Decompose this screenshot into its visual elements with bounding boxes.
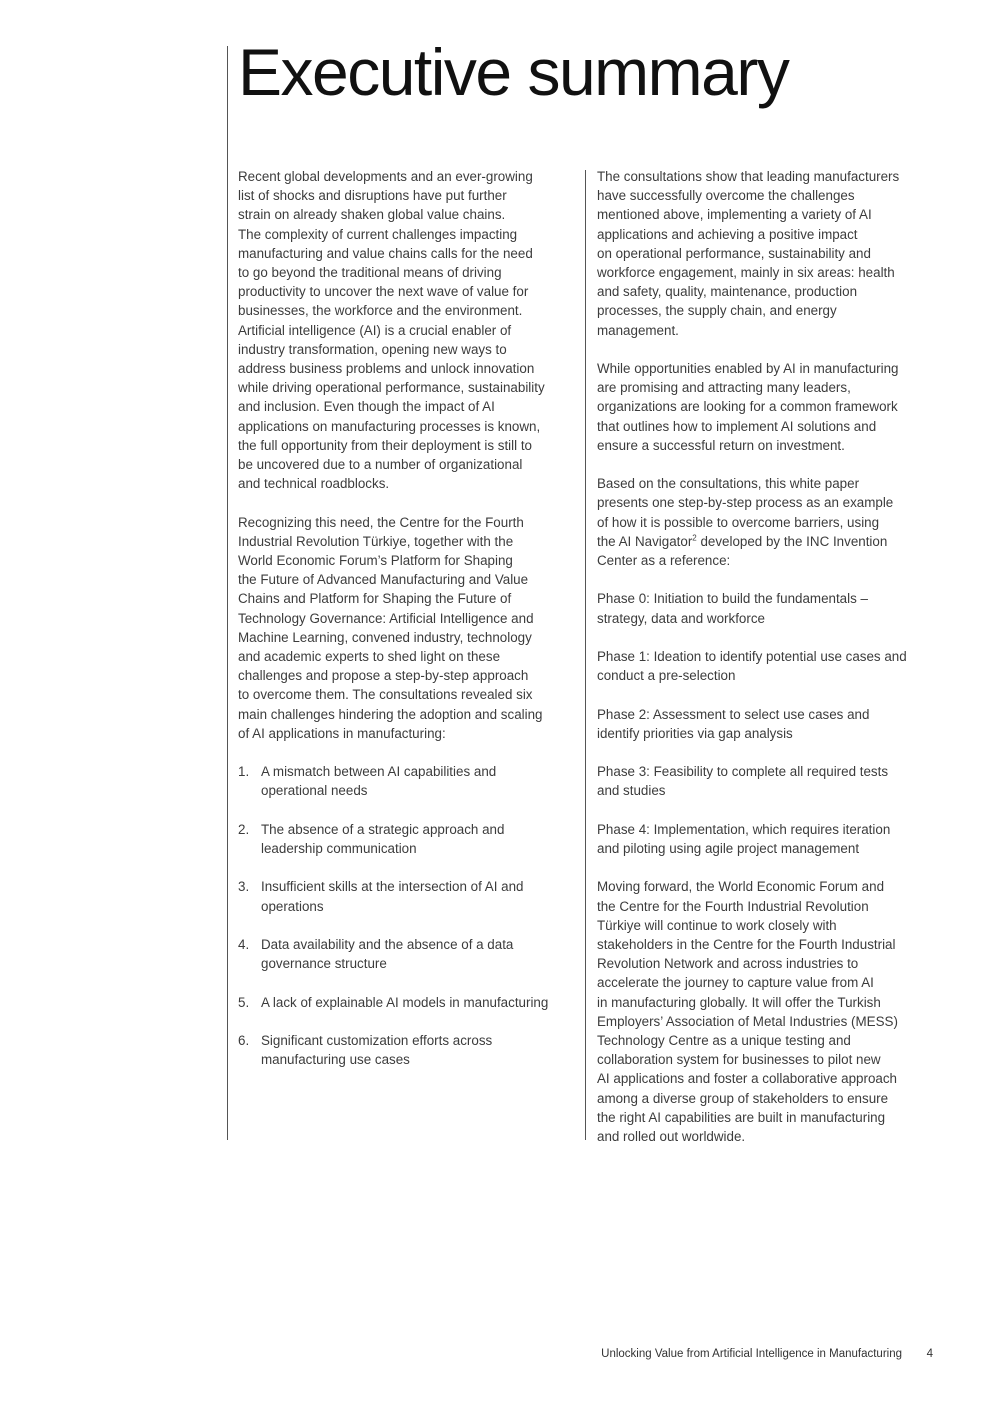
paragraph-line: World Economic Forum’s Platform for Shaping xyxy=(238,553,513,569)
phase-item xyxy=(597,589,942,627)
paragraph-line: Türkiye will continue to work closely with xyxy=(597,917,837,933)
challenge-number: 5. xyxy=(238,994,250,1010)
left-column xyxy=(238,167,583,1089)
left-vertical-rule xyxy=(227,46,228,1140)
paragraph-line: productivity to uncover the next wave of value for xyxy=(238,284,529,300)
paragraph-line: collaboration system for businesses to pilot new xyxy=(597,1052,881,1068)
paragraph-line: management. xyxy=(597,322,679,338)
footer-title: Unlocking Value from Artificial Intelligence in Manufacturing xyxy=(601,1348,902,1360)
challenge-text-line: leadership communication xyxy=(261,841,417,857)
challenge-item xyxy=(238,820,583,858)
paragraph-line: Technology Centre as a unique testing and xyxy=(597,1033,851,1049)
paragraph-line: to overcome them. The consultations revealed six xyxy=(238,687,533,703)
paragraph-line: organizations are looking for a common framework xyxy=(597,399,898,415)
ai-navigator-text: the AI Navigator xyxy=(597,533,693,549)
phase-item xyxy=(597,647,942,685)
phase-text-line: identify priorities via gap analysis xyxy=(597,725,793,741)
phase-text-line: Phase 3: Feasibility to complete all required tests xyxy=(597,764,889,780)
paragraph-line: Machine Learning, convened industry, technology xyxy=(238,629,532,645)
paragraph-line: Moving forward, the World Economic Forum and xyxy=(597,879,885,895)
paragraph-line: manufacturing and value chains calls for the need xyxy=(238,245,533,261)
challenge-item xyxy=(238,935,583,973)
paragraph-line: while driving operational performance, sustainability xyxy=(238,380,545,396)
challenge-text-line: Data availability and the absence of a data xyxy=(261,937,514,953)
paragraph-line: applications on manufacturing processes is known, xyxy=(238,418,541,434)
paragraph-line: to go beyond the traditional means of driving xyxy=(238,265,502,281)
paragraph-line: have successfully overcome the challenges xyxy=(597,188,855,204)
phase-text-line: Phase 4: Implementation, which requires iteration xyxy=(597,821,891,837)
paragraph-line: challenges and propose a step-by-step approach xyxy=(238,668,529,684)
opportunities-paragraph xyxy=(597,359,942,455)
paragraph-line: Center as a reference: xyxy=(597,553,731,569)
paragraph-line: the Centre for the Fourth Industrial Revolution xyxy=(597,898,869,914)
paragraph-line: businesses, the workforce and the environment. xyxy=(238,303,523,319)
paragraph-line: Recent global developments and an ever-growing xyxy=(238,169,533,184)
paragraph-line: and inclusion. Even though the impact of AI xyxy=(238,399,495,415)
phase-text-line: Phase 0: Initiation to build the fundamentals – xyxy=(597,591,868,607)
phase-item xyxy=(597,705,942,743)
challenge-text-line: operational needs xyxy=(261,783,368,799)
paragraph-line: applications and achieving a positive impact xyxy=(597,226,858,242)
paragraph-line: be uncovered due to a number of organizational xyxy=(238,457,523,473)
paragraph-line: Artificial intelligence (AI) is a crucial enabler of xyxy=(238,322,512,338)
paragraph-line: Chains and Platform for Shaping the Future of xyxy=(238,591,512,607)
column-divider-rule xyxy=(585,170,586,1140)
challenge-item xyxy=(238,1031,583,1069)
paragraph-line: among a diverse group of stakeholders to ensure xyxy=(597,1090,889,1106)
challenge-item xyxy=(238,993,583,1012)
phase-text-line: conduct a pre-selection xyxy=(597,668,736,684)
paragraph-line: are promising and attracting many leaders, xyxy=(597,380,851,396)
paragraph-line: workforce engagement, mainly in six areas: health xyxy=(597,265,895,281)
paragraph-line: strain on already shaken global value chains. xyxy=(238,207,506,223)
consultations-paragraph xyxy=(597,167,942,340)
paragraph-line: ensure a successful return on investment. xyxy=(597,437,845,453)
paragraph-line: mentioned above, implementing a variety of AI xyxy=(597,207,872,223)
phase-item xyxy=(597,762,942,800)
paragraph-line: The consultations show that leading manufacturers xyxy=(597,169,900,184)
paragraph-line: Revolution Network and across industries to xyxy=(597,956,859,972)
paragraph-line: address business problems and unlock innovation xyxy=(238,361,535,377)
challenge-number: 3. xyxy=(238,879,250,895)
paragraph-line: that outlines how to implement AI solutions and xyxy=(597,418,877,434)
paragraph-line: presents one step-by-step process as an example xyxy=(597,495,894,511)
phase-item xyxy=(597,820,942,858)
paragraph-line: Based on the consultations, this white paper xyxy=(597,476,860,492)
paragraph-line: on operational performance, sustainability and xyxy=(597,245,871,261)
paragraph-line: The complexity of current challenges impacting xyxy=(238,226,518,242)
challenge-text-line: governance structure xyxy=(261,956,387,972)
phase-text-line: and piloting using agile project management xyxy=(597,841,860,856)
paragraph-line: industry transformation, opening new ways to xyxy=(238,341,507,357)
paragraph-line: While opportunities enabled by AI in manufacturing xyxy=(597,361,899,377)
paragraph-line: Technology Governance: Artificial Intelligence and xyxy=(238,610,534,626)
paragraph-line: main challenges hindering the adoption and scaling xyxy=(238,706,543,722)
phases-list xyxy=(597,589,942,858)
paragraph-line: and rolled out worldwide. xyxy=(597,1129,746,1145)
challenge-number: 1. xyxy=(238,764,250,780)
challenge-text-line: A mismatch between AI capabilities and xyxy=(261,764,497,780)
phase-text-line: strategy, data and workforce xyxy=(597,610,765,626)
paragraph-line xyxy=(597,532,942,551)
challenge-text-line: Significant customization efforts across xyxy=(261,1033,493,1049)
phase-text-line: Phase 1: Ideation to identify potential use cases and xyxy=(597,649,907,665)
paragraph-line: of AI applications in manufacturing: xyxy=(238,725,446,741)
challenge-text-line: operations xyxy=(261,898,324,914)
challenge-item xyxy=(238,877,583,915)
page-title: Executive summary xyxy=(238,35,789,109)
white-paper-paragraph xyxy=(597,474,942,570)
challenge-text-line: A lack of explainable AI models in manufacturing xyxy=(261,994,549,1010)
phase-text-line: and studies xyxy=(597,783,666,799)
paragraph-line: Employers’ Association of Metal Industries (MESS) xyxy=(597,1013,898,1029)
paragraph-line: the full opportunity from their deployment is still to xyxy=(238,437,532,453)
paragraph-line: the Future of Advanced Manufacturing and Value xyxy=(238,572,529,588)
paragraph-line: the right AI capabilities are built in manufacturing xyxy=(597,1109,886,1125)
page-number: 4 xyxy=(926,1348,933,1360)
intro-paragraph xyxy=(238,167,583,493)
paragraph-line: stakeholders in the Centre for the Fourth Industrial xyxy=(597,937,896,952)
footnote-reference[interactable]: 2 xyxy=(692,533,697,543)
paragraph-line: accelerate the journey to capture value from AI xyxy=(597,975,874,991)
phase-text-line: Phase 2: Assessment to select use cases and xyxy=(597,706,870,722)
challenge-number: 4. xyxy=(238,937,250,953)
paragraph-line: and safety, quality, maintenance, production xyxy=(597,284,858,300)
paragraph-line: Industrial Revolution Türkiye, together with the xyxy=(238,533,514,549)
paragraph-line: of how it is possible to overcome barriers, using xyxy=(597,514,880,530)
challenge-number: 6. xyxy=(238,1033,250,1049)
challenge-number: 2. xyxy=(238,821,250,837)
paragraph-line: and technical roadblocks. xyxy=(238,476,390,492)
paragraph-line: processes, the supply chain, and energy xyxy=(597,303,837,319)
right-column xyxy=(597,167,942,1165)
paragraph-line: and academic experts to shed light on these xyxy=(238,649,501,665)
challenge-item xyxy=(238,762,583,800)
paragraph-line: list of shocks and disruptions have put further xyxy=(238,188,507,204)
challenge-text-line: manufacturing use cases xyxy=(261,1052,410,1068)
inc-invention-text: developed by the INC Invention xyxy=(696,533,888,549)
recognition-paragraph xyxy=(238,513,583,743)
challenges-list xyxy=(238,762,583,1069)
challenge-text-line: Insufficient skills at the intersection of AI and xyxy=(261,879,524,895)
paragraph-line: in manufacturing globally. It will offer the Turkish xyxy=(597,994,881,1010)
paragraph-line: Recognizing this need, the Centre for the Fourth xyxy=(238,514,524,530)
challenge-text-line: The absence of a strategic approach and xyxy=(261,821,505,837)
paragraph-line: AI applications and foster a collaborative approach xyxy=(597,1071,897,1087)
moving-forward-paragraph xyxy=(597,877,942,1146)
